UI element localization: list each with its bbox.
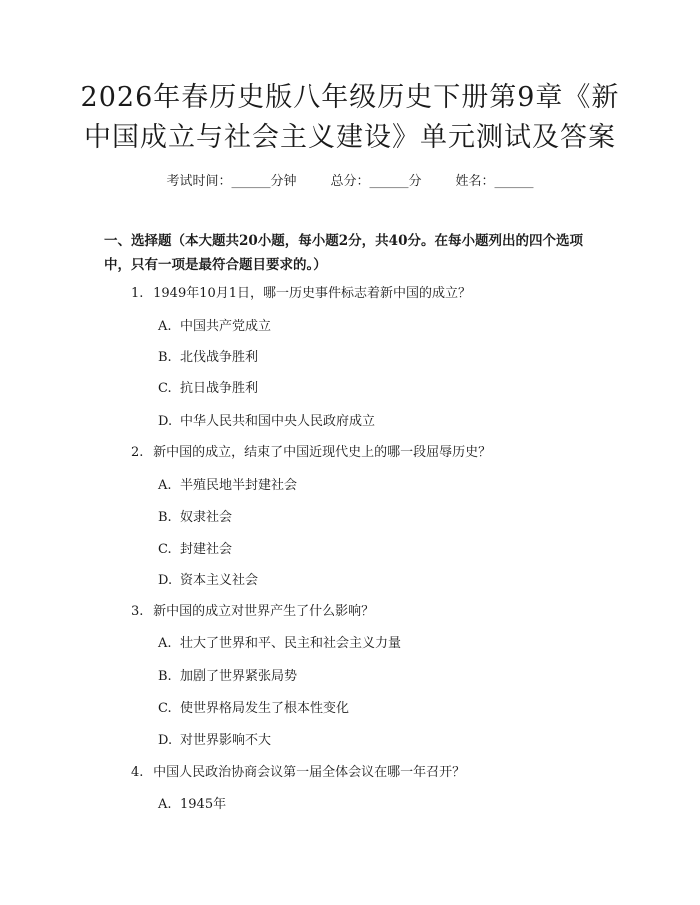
- option-letter: B.: [158, 510, 172, 525]
- option-letter: D.: [158, 573, 173, 588]
- option-letter: A.: [158, 797, 172, 812]
- exam-meta: [0, 170, 700, 189]
- question-4-option-a: [158, 793, 226, 812]
- question-3: [131, 600, 374, 619]
- exam-time-field: 考试时间：______分钟: [166, 174, 297, 189]
- option-text: 资本主义社会: [180, 573, 259, 588]
- question-1-option-c: [158, 377, 258, 396]
- option-letter: A.: [158, 478, 172, 493]
- option-text: 加剧了世界紧张局势: [180, 669, 298, 684]
- question-1-option-b: [158, 346, 258, 365]
- option-letter: A.: [158, 319, 172, 334]
- question-number: 4.: [131, 765, 144, 780]
- option-text: 北伐战争胜利: [180, 350, 259, 365]
- option-letter: D.: [158, 414, 173, 429]
- option-letter: D.: [158, 733, 173, 748]
- question-number: 3.: [131, 604, 144, 619]
- option-text: 中华人民共和国中央人民政府成立: [180, 414, 376, 429]
- exam-title-line-1: 2026年春历史版八年级历史下册第9章《新: [80, 82, 620, 113]
- question-text: 新中国的成立对世界产生了什么影响？: [153, 604, 375, 619]
- question-2-option-a: [158, 474, 297, 493]
- question-4: [131, 761, 465, 780]
- student-name-field: 姓名：______: [455, 174, 534, 189]
- option-letter: B.: [158, 350, 172, 365]
- question-3-option-d: [158, 729, 271, 748]
- option-letter: A.: [158, 636, 172, 651]
- option-text: 中国共产党成立: [180, 319, 272, 334]
- question-3-option-c: [158, 697, 349, 716]
- question-1-option-a: [158, 315, 271, 334]
- option-letter: C.: [158, 381, 172, 396]
- question-3-option-b: [158, 665, 297, 684]
- option-text: 1945年: [180, 797, 227, 812]
- option-text: 奴隶社会: [180, 510, 233, 525]
- question-text: 中国人民政治协商会议第一届全体会议在哪一年召开？: [153, 765, 466, 780]
- question-text: 新中国的成立，结束了中国近现代史上的哪一段屈辱历史？: [153, 445, 492, 460]
- option-text: 对世界影响不大: [180, 733, 272, 748]
- question-number: 1.: [131, 286, 144, 301]
- question-2-option-c: [158, 538, 232, 557]
- option-text: 封建社会: [180, 542, 233, 557]
- question-1: [131, 282, 471, 301]
- question-3-option-a: [158, 632, 401, 651]
- question-text: 1949年10月1日，哪一历史事件标志着新中国的成立？: [153, 286, 472, 301]
- question-2-option-b: [158, 506, 232, 525]
- exam-title-line-2: 中国成立与社会主义建设》单元测试及答案: [84, 122, 616, 153]
- option-letter: C.: [158, 701, 172, 716]
- question-number: 2.: [131, 445, 144, 460]
- option-text: 半殖民地半封建社会: [180, 478, 298, 493]
- question-2: [131, 441, 491, 460]
- option-text: 使世界格局发生了根本性变化: [180, 701, 350, 716]
- option-letter: C.: [158, 542, 172, 557]
- section-heading: 一、选择题（本大题共20小题，每小题2分，共40分。在每小题列出的四个选项中，只有一项是最符合题目要求的。）: [104, 233, 583, 273]
- question-2-option-d: [158, 569, 258, 588]
- option-text: 抗日战争胜利: [180, 381, 259, 396]
- option-text: 壮大了世界和平、民主和社会主义力量: [180, 636, 402, 651]
- question-1-option-d: [158, 410, 375, 429]
- total-score-field: 总分：______分: [330, 174, 422, 189]
- exam-title: [40, 78, 660, 158]
- option-letter: B.: [158, 669, 172, 684]
